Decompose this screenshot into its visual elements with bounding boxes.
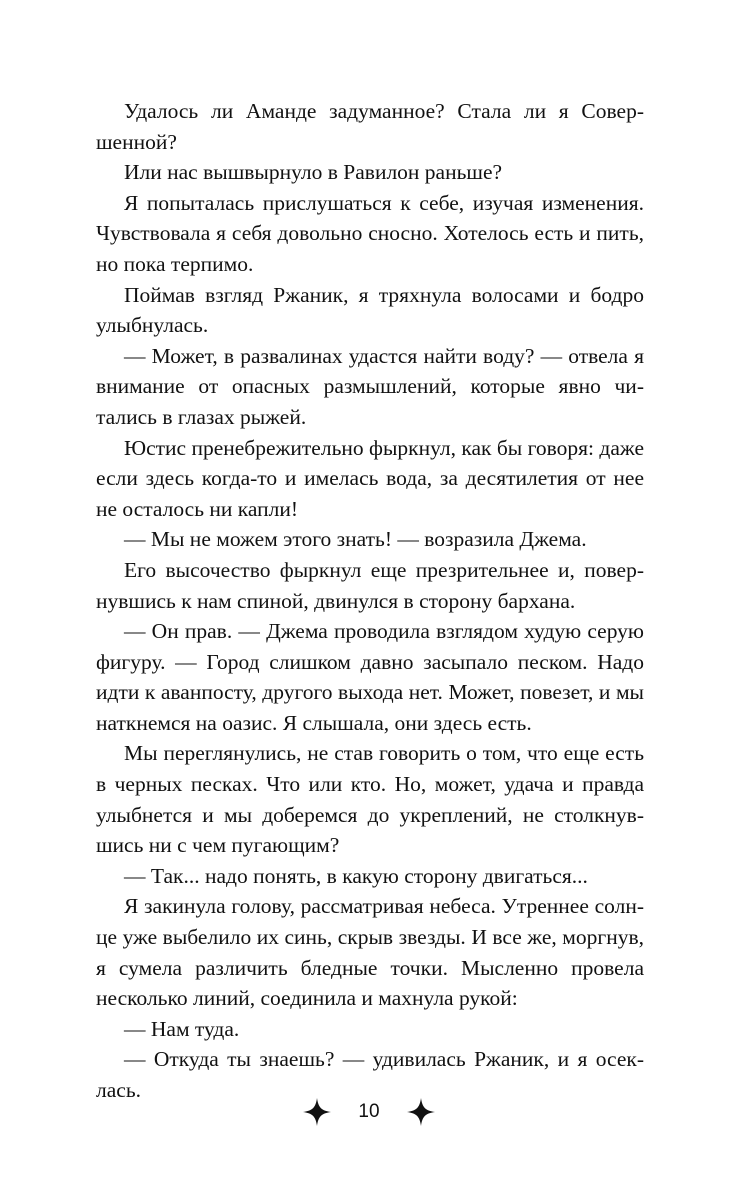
paragraph: Удалось ли Аманде задуманное? Стала ли я Совершенной? — [96, 99, 644, 154]
paragraph: — Мы не можем этого знать! — возразила Джема. — [124, 527, 587, 552]
page-number: 10 — [358, 1101, 380, 1122]
page-footer — [0, 1092, 738, 1132]
paragraph: Я попыталась прислушаться к себе, изучая изменения. Чувствовала я себя довольно сносно. Хотелось есть и пить, но пока терпимо. — [96, 190, 644, 276]
paragraph: Поймав взгляд Ржаник, я тряхнула волосами и бодро улыбнулась. — [96, 282, 644, 338]
paragraph: Я закинула голову, рассматривая небеса. Утреннее солнце уже выбелило их синь, скрыв звезды. И все же, моргнув, я сумела различить бледные точки. Мысленно провела несколько линий, соединила и махнула рукой: — [96, 894, 644, 1011]
paragraph: — Откуда ты знаешь? — удивилась Ржаник, и я осеклась. — [96, 1047, 644, 1102]
paragraph: Мы переглянулись, не став говорить о том, что еще есть в черных песках. Что или кто. Но, может, удача и правда улыбнется и мы доберемся до укреплений, не столкнувшись ни с чем пугающим? — [96, 741, 644, 858]
paragraph: Его высочество фыркнул еще презрительнее и, повернувшись к нам спиной, двинулся в сторону бархана. — [96, 557, 644, 613]
body-text — [96, 96, 644, 1106]
paragraph: — Так... надо понять, в какую сторону двигаться... — [124, 863, 588, 888]
paragraph: Или нас вышвырнуло в Равилон раньше? — [124, 160, 503, 185]
paragraph: — Он прав. — Джема проводила взглядом худую серую фигуру. — Город слишком давно засыпало песком. Надо идти к аванпосту, другого выхода нет. Может, повезет, и мы наткнемся на оазис. Я слышала, они здесь есть. — [96, 619, 644, 735]
paragraph: Юстис пренебрежительно фыркнул, как бы говоря: даже если здесь когда-то и имелась вода, за десятилетия от нее не осталось ни капли! — [96, 435, 644, 521]
paragraph: — Нам туда. — [124, 1016, 240, 1041]
four-point-star-icon — [406, 1097, 436, 1127]
four-point-star-icon — [302, 1097, 332, 1127]
paragraph: — Может, в развалинах удастся найти воду? — отвела я внимание от опасных размышлений, которые явно читались в глазах рыжей. — [96, 343, 644, 429]
